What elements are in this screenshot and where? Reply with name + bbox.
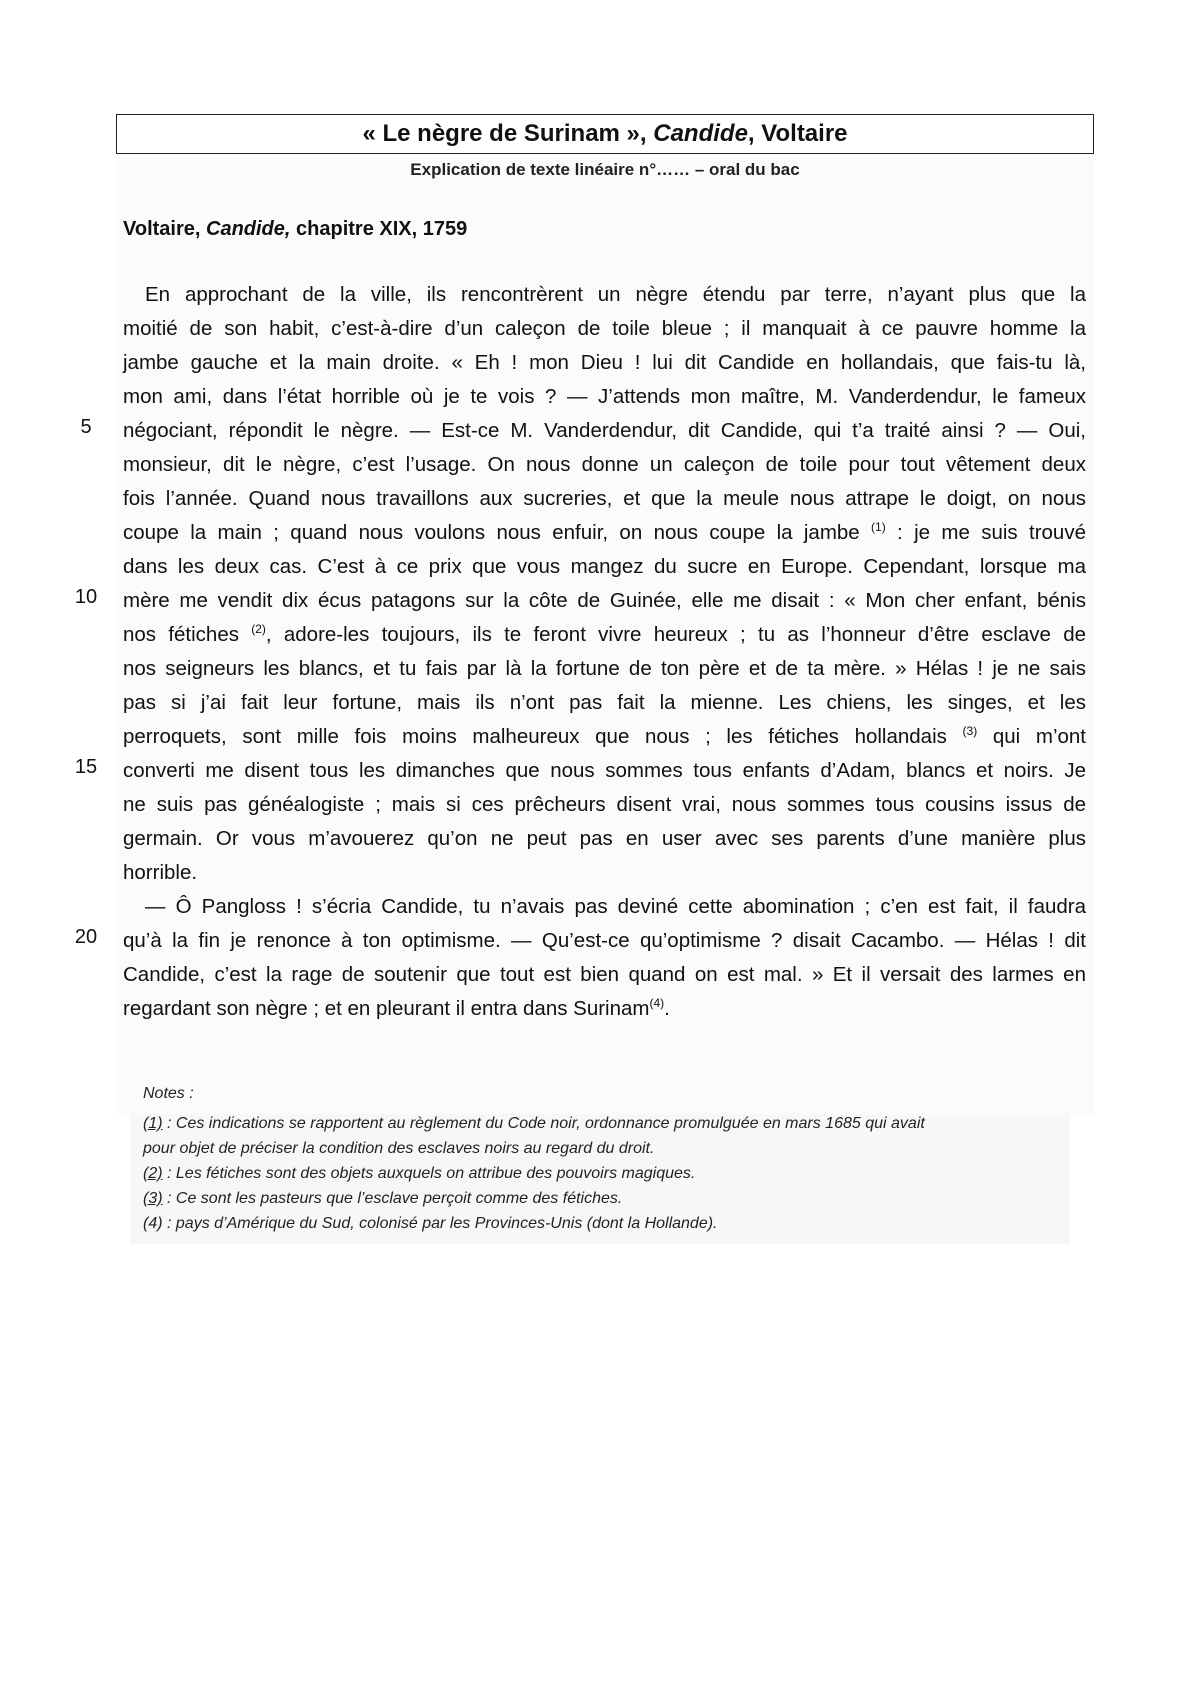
text-line: nos seigneurs les blancs, et tu fais par là la fortune de ton père et de ta mère. » Hélas ! je ne sais [123, 657, 1086, 680]
note-ref: (2) [143, 1165, 163, 1182]
text-line: monsieur, dit le nègre, c’est l’usage. On nous donne un caleçon de toile pour tout vêtement deux [123, 453, 1086, 476]
text-line [123, 992, 1086, 1026]
note-item [143, 1111, 1073, 1136]
text-segment: coupe la main ; quand nous voulons nous enfuir, on nous coupe la jambe [123, 521, 872, 544]
note-text: : Ces indications se rapportent au règlement du Code noir, ordonnance promulguée en mars 1685 qui avait [162, 1115, 925, 1132]
text-segment: qui m’ont [977, 725, 1086, 748]
text-line [123, 720, 1086, 754]
text-line: qu’à la fin je renonce à ton optimisme. — Qu’est-ce qu’optimisme ? disait Cacambo. — Hélas ! dit [123, 929, 1086, 952]
note-item [143, 1186, 1073, 1211]
note-text: : Ce sont les pasteurs que l’esclave perçoit comme des fétiches. [162, 1190, 623, 1207]
text-line: mon ami, dans l’état horrible où je te vois ? — J’attends mon maître, M. Vanderdendur, le fameux [123, 385, 1086, 408]
text-line: pas si j’ai fait leur fortune, mais ils n’ont pas fait la mienne. Les chiens, les singes, et les [123, 691, 1086, 714]
text-line: négociant, répondit le nègre. — Est-ce M. Vanderdendur, dit Candide, qui t’a traité ainsi ? — Oui, [123, 419, 1086, 442]
note-item: (4) : pays d’Amérique du Sud, colonisé par les Provinces-Unis (dont la Hollande). [143, 1215, 718, 1232]
source-heading [123, 218, 467, 241]
notes-title: Notes : [143, 1085, 194, 1102]
line-number: 15 [74, 756, 98, 778]
notes-section [143, 1085, 1073, 1236]
line-number: 20 [74, 926, 98, 948]
document-title [116, 114, 1094, 154]
text-segment: nos fétiches [123, 623, 252, 646]
line-number: 5 [80, 416, 92, 438]
text-line: En approchant de la ville, ils rencontrèrent un nègre étendu par terre, n’ayant plus que la [145, 283, 1086, 306]
note-ref: (1) [143, 1115, 163, 1132]
document-subtitle: Explication de texte linéaire n°…… – oral du bac [410, 160, 800, 179]
source-italic: Candide, [206, 218, 291, 240]
text-segment: regardant son nègre ; et en pleurant il entra dans Surinam [123, 997, 650, 1020]
excerpt-text [123, 278, 1086, 1026]
source-suffix: chapitre XIX, 1759 [290, 218, 468, 240]
note-item-continued: pour objet de préciser la condition des esclaves noirs au regard du droit. [143, 1140, 655, 1157]
footnote-ref-1: (1) [871, 520, 886, 534]
footnote-ref-2: (2) [251, 622, 266, 636]
text-line: Candide, c’est la rage de soutenir que tout est bien quand on est mal. » Et il versait des larmes en [123, 963, 1086, 986]
text-segment: perroquets, sont mille fois moins malheureux que nous ; les fétiches hollandais [123, 725, 963, 748]
text-line: ne suis pas généalogiste ; mais si ces prêcheurs disent vrai, nous sommes tous cousins issus de [123, 793, 1086, 816]
source-prefix: Voltaire, [123, 218, 206, 240]
text-line: horrible. [123, 861, 198, 884]
text-line: — Ô Pangloss ! s’écria Candide, tu n’avais pas deviné cette abomination ; c’en est fait, il faudra [145, 895, 1086, 918]
footnote-ref-3: (3) [962, 724, 978, 738]
title-suffix: , Voltaire [747, 120, 848, 147]
text-line: moitié de son habit, c’est-à-dire d’un caleçon de toile bleue ; il manquait à ce pauvre homme la [123, 317, 1086, 340]
text-line: jambe gauche et la main droite. « Eh ! mon Dieu ! lui dit Candide en hollandais, que fais-tu là, [123, 351, 1086, 374]
text-line: germain. Or vous m’avouerez qu’on ne peut pas en user avec ses parents d’une manière plus [123, 827, 1086, 850]
text-line [123, 516, 1086, 550]
text-segment: : je me suis trouvé [885, 521, 1086, 544]
text-line: mère me vendit dix écus patagons sur la côte de Guinée, elle me disait : « Mon cher enfant, bénis [123, 589, 1086, 612]
text-line: fois l’année. Quand nous travaillons aux sucreries, et que la meule nous attrape le doigt, on nous [123, 487, 1086, 510]
line-number: 10 [74, 586, 98, 608]
title-italic: Candide [653, 120, 748, 147]
text-line [123, 618, 1086, 652]
text-line: dans les deux cas. C’est à ce prix que vous mangez du sucre en Europe. Cependant, lorsque ma [123, 555, 1086, 578]
note-ref: (3) [143, 1190, 163, 1207]
title-prefix: « Le nègre de Surinam », [362, 120, 654, 147]
text-segment: . [664, 997, 670, 1020]
text-segment: , adore-les toujours, ils te feront vivre heureux ; tu as l’honneur d’être esclave de [265, 623, 1087, 646]
note-text: : Les fétiches sont des objets auxquels on attribue des pouvoirs magiques. [162, 1165, 696, 1182]
footnote-ref-4: (4) [649, 996, 665, 1010]
note-item [143, 1161, 1073, 1186]
text-line: converti me disent tous les dimanches que nous sommes tous enfants d’Adam, blancs et noirs. Je [123, 759, 1086, 782]
